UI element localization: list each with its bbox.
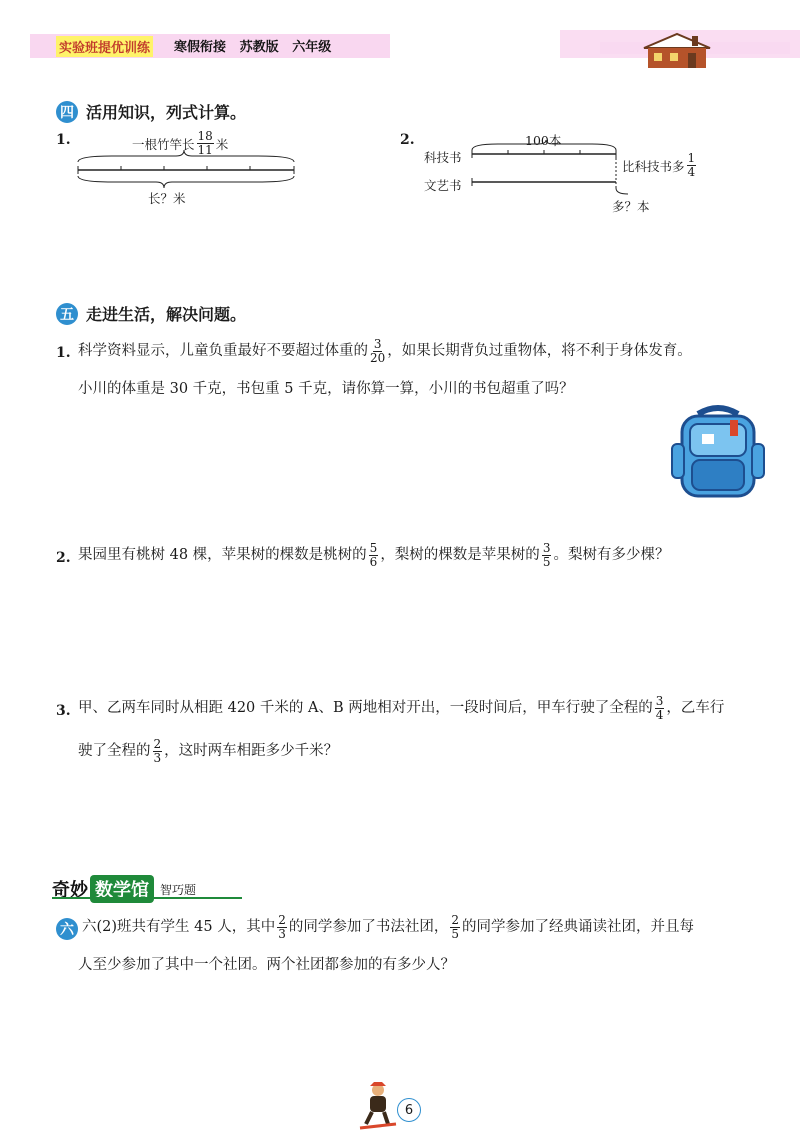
section5-title: 走进生活，解决问题。 xyxy=(86,305,247,324)
q5-1-line2: 小川的体重是 30 千克，书包重 5 千克，请你算一算，小川的书包超重了吗？ xyxy=(78,381,574,397)
q4-2-side-label: 比科技书多 $\frac{1}{4}$ xyxy=(622,151,696,180)
section5-badge: 五 xyxy=(56,303,78,325)
q5-1-number: 1. xyxy=(56,345,71,361)
q4-1-top-label: 一根竹竿长 $\frac{18}{11}$ 米 xyxy=(132,129,229,158)
q4-2-segment-diagram xyxy=(468,140,628,202)
q5-3-line2: 驶了全程的 $\frac{2}{3}$ ，这时两车相距多少千米？ xyxy=(78,737,339,766)
q5-3-number: 3. xyxy=(56,703,71,719)
backpack-illustration xyxy=(668,404,768,500)
q5-2-number: 2. xyxy=(56,550,71,566)
qimiao-line2: 人至少参加了其中一个社团。两个社团都参加的有多少人？ xyxy=(78,957,455,973)
q5-2-text: 果园里有桃树 48 棵，苹果树的棵数是桃树的 $\frac{5}{6}$ ，梨树的棵数是苹果树的 $\frac{3}{5}$ 。梨树有多少棵？ xyxy=(78,541,670,570)
q4-2-top-label: 100本 xyxy=(525,133,562,148)
qimiao-underline xyxy=(52,896,242,900)
q4-2-row1-label: 科技书 xyxy=(424,150,462,165)
qimiao-badge-wrap xyxy=(56,918,78,940)
q4-1-bottom-label: 长？米 xyxy=(148,191,186,206)
header-series-title: 实验班提优训练 xyxy=(56,36,153,57)
page-number: 6 xyxy=(397,1098,421,1122)
section4-title: 活用知识，列式计算。 xyxy=(86,103,247,122)
skier-illustration xyxy=(358,1082,398,1132)
q5-3-line1: 甲、乙两车同时从相距 420 千米的 A、B 两地相对开出，一段时间后，甲车行驶了全程的 $\frac{3}{4}$ ，乙车行 xyxy=(78,694,725,723)
q5-1-line1: 科学资料显示，儿童负重最好不要超过体重的 $\frac{3}{20}$ ，如果长期背负过重物体，将不利于身体发育。 xyxy=(78,337,692,366)
q4-1-segment-diagram xyxy=(72,148,302,190)
q4-2-number: 2. xyxy=(400,132,415,148)
section4-badge: 四 xyxy=(56,101,78,123)
q4-2-row2-label: 文艺书 xyxy=(424,178,462,193)
q4-2-bottom-label: 多？本 xyxy=(612,199,650,214)
section4-heading xyxy=(56,100,246,123)
qimiao-line1: 六(2)班共有学生 45 人，其中 $\frac{2}{3}$ 的同学参加了书法社团， $\frac{2}{5}$ 的同学参加了经典诵读社团，并且每 xyxy=(82,913,694,942)
section5-heading xyxy=(56,302,246,325)
q4-1-number: 1. xyxy=(56,132,71,148)
qimiao-badge: 六 xyxy=(56,918,78,940)
header-subtitle: 寒假衔接 苏教版 六年级 xyxy=(174,40,332,55)
qimiao-title: 奇妙 数学馆 智巧题 xyxy=(52,875,196,903)
house-illustration xyxy=(640,30,714,70)
